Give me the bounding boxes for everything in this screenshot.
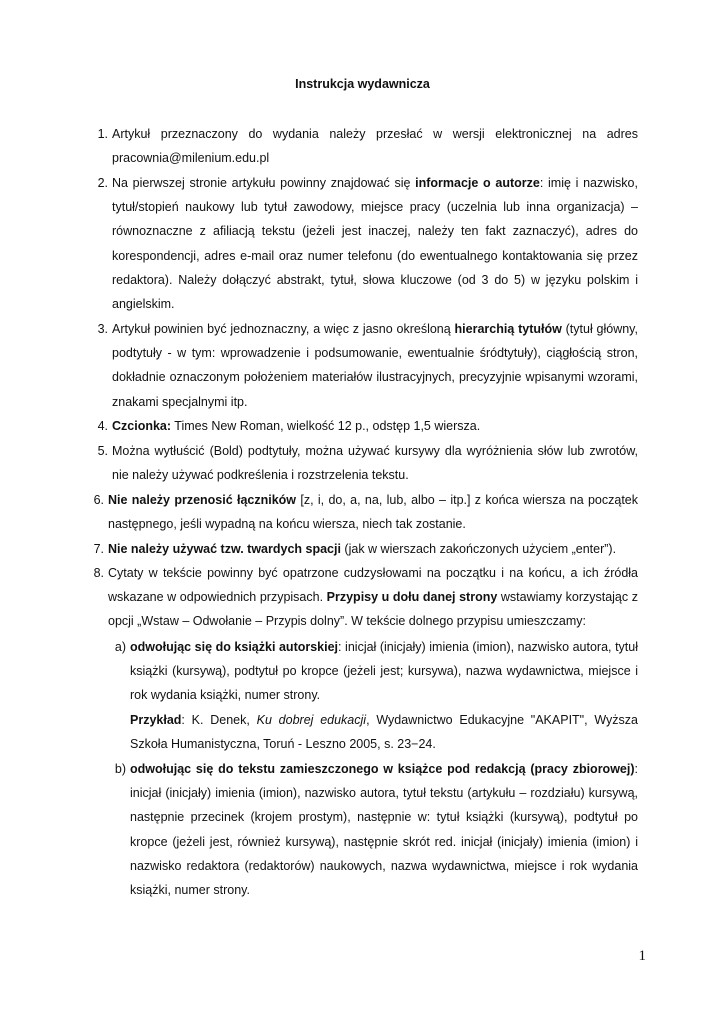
list-item-number: 8. [93, 566, 104, 580]
item-bold-text: informacje o autorze [415, 176, 540, 190]
item-text: Times New Roman, wielkość 12 p., odstęp 1,5 wiersza. [171, 419, 481, 433]
item-text: : inicjał (inicjały) imienia (imion), nazwisko autora, tytuł książki (kursywą), podtytuł po kropce (jeżeli jest; kursywa), nazwa wydawnictwa, miejsce i rok wydania książki, numer strony. [130, 640, 638, 703]
item-text: : imię i nazwisko, tytuł/stopień naukowy lub tytuł zawodowy, miejsce pracy (uczelnia lub inna organizacja) – równoznaczne z afiliacją tekstu (jeżeli jest inaczej, należy ten fakt zaznaczyć), adres do korespondencji, adres e-mail oraz numer telefonu (do ewentualnego kontaktowania się przez redaktora). Należy dołączyć abstrakt, tytuł, słowa kluczowe (od 3 do 5) w języku polskim i angielskim. [112, 176, 638, 312]
list-item-number: 3. [97, 322, 108, 336]
item-bold-text: Czcionka: [112, 419, 172, 433]
list-item-text [108, 537, 638, 561]
item-text: wstawiamy korzystając z opcji „Wstaw – Odwołanie – Przypis dolny”. W tekście dolnego przypisu umieszczamy: [108, 590, 638, 629]
list-item-text [112, 122, 638, 170]
item-bold-text: odwołując się do książki autorskiej [130, 640, 339, 654]
list-item-number: 1. [97, 127, 108, 141]
list-item-text [112, 439, 638, 487]
list-item-text [112, 171, 638, 316]
item-text: [z, i, do, a, na, lub, albo – itp.] z końca wiersza na początek następnego, jeśli wypadną na końcu wiersza, niech tak zostanie. [108, 493, 639, 532]
list-item [93, 537, 638, 561]
page-number: 1 [638, 948, 646, 964]
item-bold-text: Nie należy przenosić łączników [108, 493, 297, 507]
list-item-number: 7. [93, 542, 104, 556]
item-text: : K. Denek, [181, 712, 257, 727]
item-text: Cytaty w tekście powinny być opatrzone cudzysłowami na początku i na końcu, a ich źródła wskazane w odpowiednich przypisach. [108, 566, 638, 605]
example-citation [130, 708, 638, 756]
list-item-number: 4. [97, 419, 108, 433]
list-item [97, 122, 638, 170]
item-text: (jak w wierszach zakończonych użyciem „enter”). [340, 542, 617, 556]
sub-list-item-text [130, 757, 638, 902]
item-text: , Wydawnictwo Edukacyjne "AKAPIT", Wyższa Szkoła Humanistyczna, Toruń - Leszno 2005, s. 23−24. [130, 712, 638, 751]
sub-list-item-text [130, 635, 638, 708]
item-bold-text: Przypisy u dołu danej strony [326, 590, 498, 605]
example-label: Przykład [130, 712, 182, 727]
sub-list-item-marker: a) [114, 640, 126, 654]
item-text: Na pierwszej stronie artykułu powinny znajdować się [112, 176, 416, 190]
item-text: (tytuł główny, podtytuły - w tym: wprowadzenie i podsumowanie, ewentualnie śródtytuły), ciągłością stron, dokładnie oznaczonym położeniem materiałów ilustracyjnych, precyzyjnie wpisanymi wzorami, znakami specjalnymi itp. [112, 322, 638, 409]
item-bold-text: Nie należy używać tzw. twardych spacji [108, 542, 341, 556]
list-item-number: 2. [97, 176, 108, 190]
list-item-text [112, 317, 638, 414]
list-item-text [108, 488, 638, 536]
list-item [93, 488, 639, 536]
list-item [93, 561, 638, 634]
item-bold-text: odwołując się do tekstu zamieszczonego w książce pod redakcją (pracy zbiorowej) [130, 762, 635, 776]
list-item [97, 171, 638, 316]
list-item [97, 439, 638, 487]
document-title: Instrukcja wydawnicza [295, 77, 430, 91]
item-text: : inicjał (inicjały) imienia (imion), nazwisko autora, tytuł tekstu (artykułu – rozdziału) kursywą, następnie przecinek (krojem prostym), następnie w: tytuł książki (kursywą), podtytuł po kropce (jeżeli jest, również kursywą), następnie skrót red. inicjał (inicjały) imienia (imion) i nazwisko redaktora (redaktorów) naukowych, nazwa wydawnictwa, miejsce i rok wydania książki, numer strony. [130, 762, 638, 898]
item-text: Artykuł przeznaczony do wydania należy przesłać w wersji elektronicznej na adres pracownia@milenium.edu.pl [112, 127, 638, 166]
item-text: Można wytłuścić (Bold) podtytuły, można używać kursywy dla wyróżnienia słów lub zwrotów, nie należy używać podkreślenia i rozstrzelenia tekstu. [112, 444, 638, 483]
list-item-number: 6. [93, 493, 104, 507]
list-item [97, 317, 638, 414]
item-text: Artykuł powinien być jednoznaczny, a więc z jasno określoną [112, 322, 455, 336]
example-book-title: Ku dobrej edukacji [256, 712, 367, 727]
sub-list-item-marker: b) [114, 762, 126, 776]
sub-list-item [114, 757, 638, 902]
list-item [97, 414, 638, 438]
list-item-number: 5. [97, 444, 108, 458]
sub-list-item [114, 635, 638, 756]
list-item-text [112, 414, 638, 438]
list-item-text [108, 561, 638, 634]
item-bold-text: hierarchią tytułów [454, 322, 562, 336]
